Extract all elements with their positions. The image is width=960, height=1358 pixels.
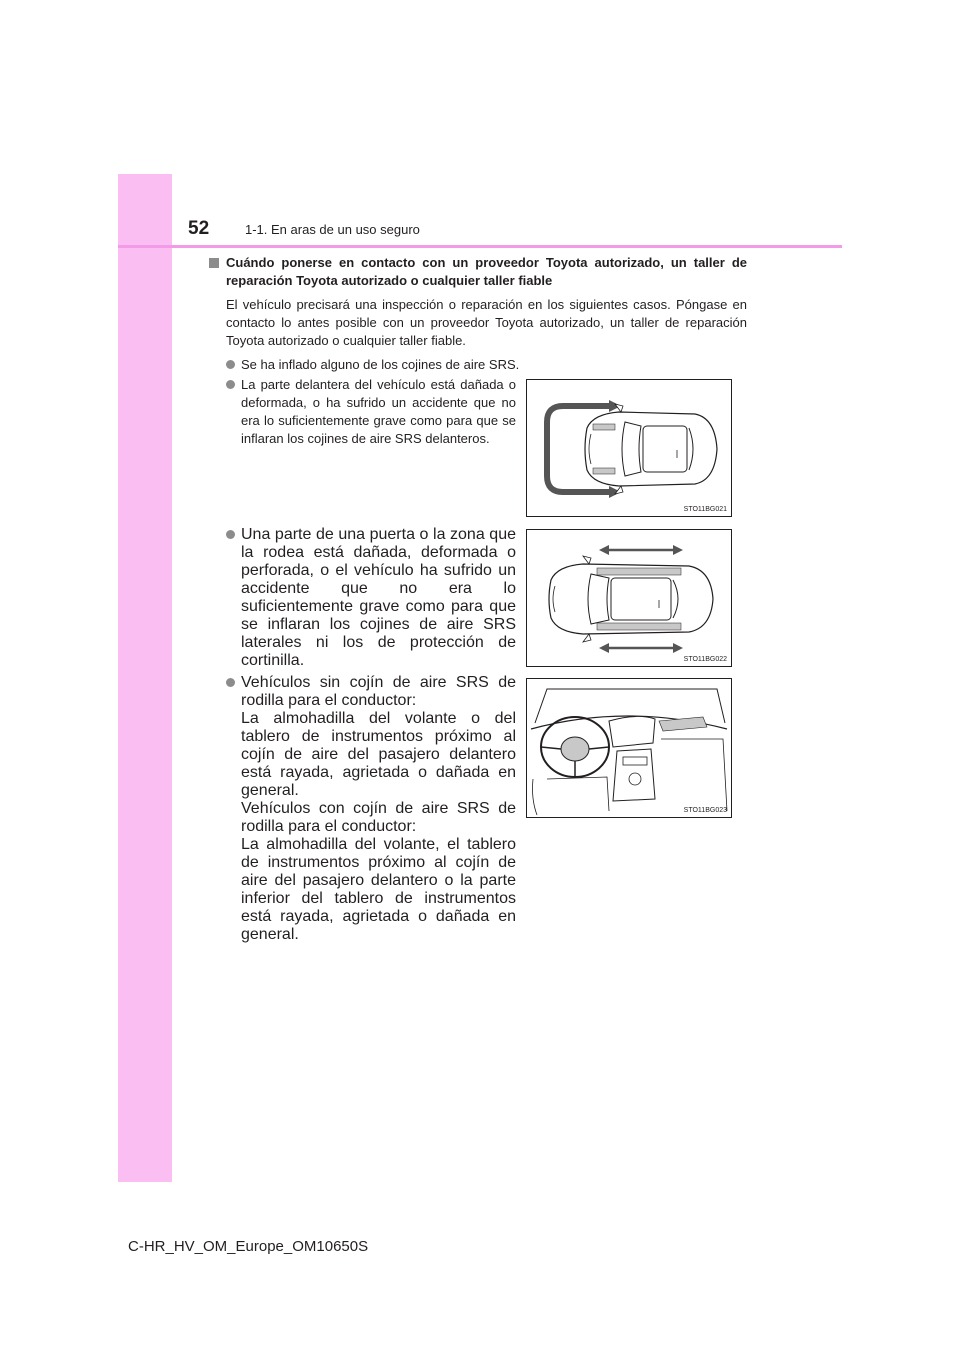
figure-code: STO11BG021	[683, 506, 727, 513]
condition-label-with-knee-airbag: Vehículos con cojín de aire SRS de rodilla para el conductor:	[241, 800, 516, 835]
list-item	[226, 674, 516, 944]
figure-dashboard	[526, 678, 732, 818]
circle-bullet-icon	[226, 530, 235, 539]
car-top-front-illustration	[527, 380, 731, 516]
condition-text-without-knee-airbag: La almohadilla del volante o del tablero de instrumentos próximo al cojín de aire del pasajero delantero está rayada, agrietada o dañada en general.	[241, 710, 516, 799]
section-title: 1-1. En aras de un uso seguro	[245, 222, 420, 237]
intro-paragraph: El vehículo precisará una inspección o reparación en los siguientes casos. Póngase en contacto lo antes posible con un proveedor Toyota autorizado, un taller de reparación Toyota autorizado o cualquier taller fiable.	[226, 297, 747, 348]
list-item	[226, 376, 516, 448]
dashboard-illustration	[527, 679, 731, 817]
header-rule	[118, 245, 842, 248]
bullet-text	[241, 674, 516, 944]
side-tab-band	[118, 174, 172, 1182]
heading-text: Cuándo ponerse en contacto con un proveedor Toyota autorizado, un taller de reparación Toyota autorizado o cualquier taller fiable	[226, 255, 747, 288]
circle-bullet-icon	[226, 678, 235, 687]
square-bullet-icon	[209, 258, 219, 268]
condition-text-with-knee-airbag: La almohadilla del volante, el tablero de instrumentos próximo al cojín de aire del pasajero delantero o la parte inferior del tablero de instrumentos está rayada, agrietada o dañada en general.	[241, 836, 516, 943]
list-item	[226, 526, 516, 670]
figure-code: STO11BG023	[683, 807, 727, 814]
figure-front-damage	[526, 379, 732, 517]
bullet-text: Se ha inflado alguno de los cojines de aire SRS.	[241, 357, 520, 372]
document-code	[128, 1238, 368, 1256]
bullet-text: Una parte de una puerta o la zona que la rodea está dañada, deformada o perforada, o el vehículo ha sufrido un accidente que no era lo suficientemente grave como para que se inflaran los cojines de aire SRS laterales ni los de protección de cortinilla.	[241, 526, 516, 669]
list-item	[226, 356, 747, 374]
section-heading	[209, 254, 747, 290]
content-block	[209, 254, 747, 374]
bullet-text: La parte delantera del vehículo está dañada o deformada, o ha sufrido un accidente que no era lo suficientemente grave como para que se inflaran los cojines de aire SRS delanteros.	[241, 377, 516, 446]
car-top-side-illustration	[527, 530, 731, 666]
circle-bullet-icon	[226, 380, 235, 389]
circle-bullet-icon	[226, 360, 235, 369]
figure-side-damage	[526, 529, 732, 667]
page-number: 52	[188, 218, 210, 239]
figure-code: STO11BG022	[683, 656, 727, 663]
condition-label-without-knee-airbag: Vehículos sin cojín de aire SRS de rodilla para el conductor:	[241, 674, 516, 709]
doc-code-text: C-HR_HV_OM_Europe_OM10650S	[128, 1238, 369, 1255]
